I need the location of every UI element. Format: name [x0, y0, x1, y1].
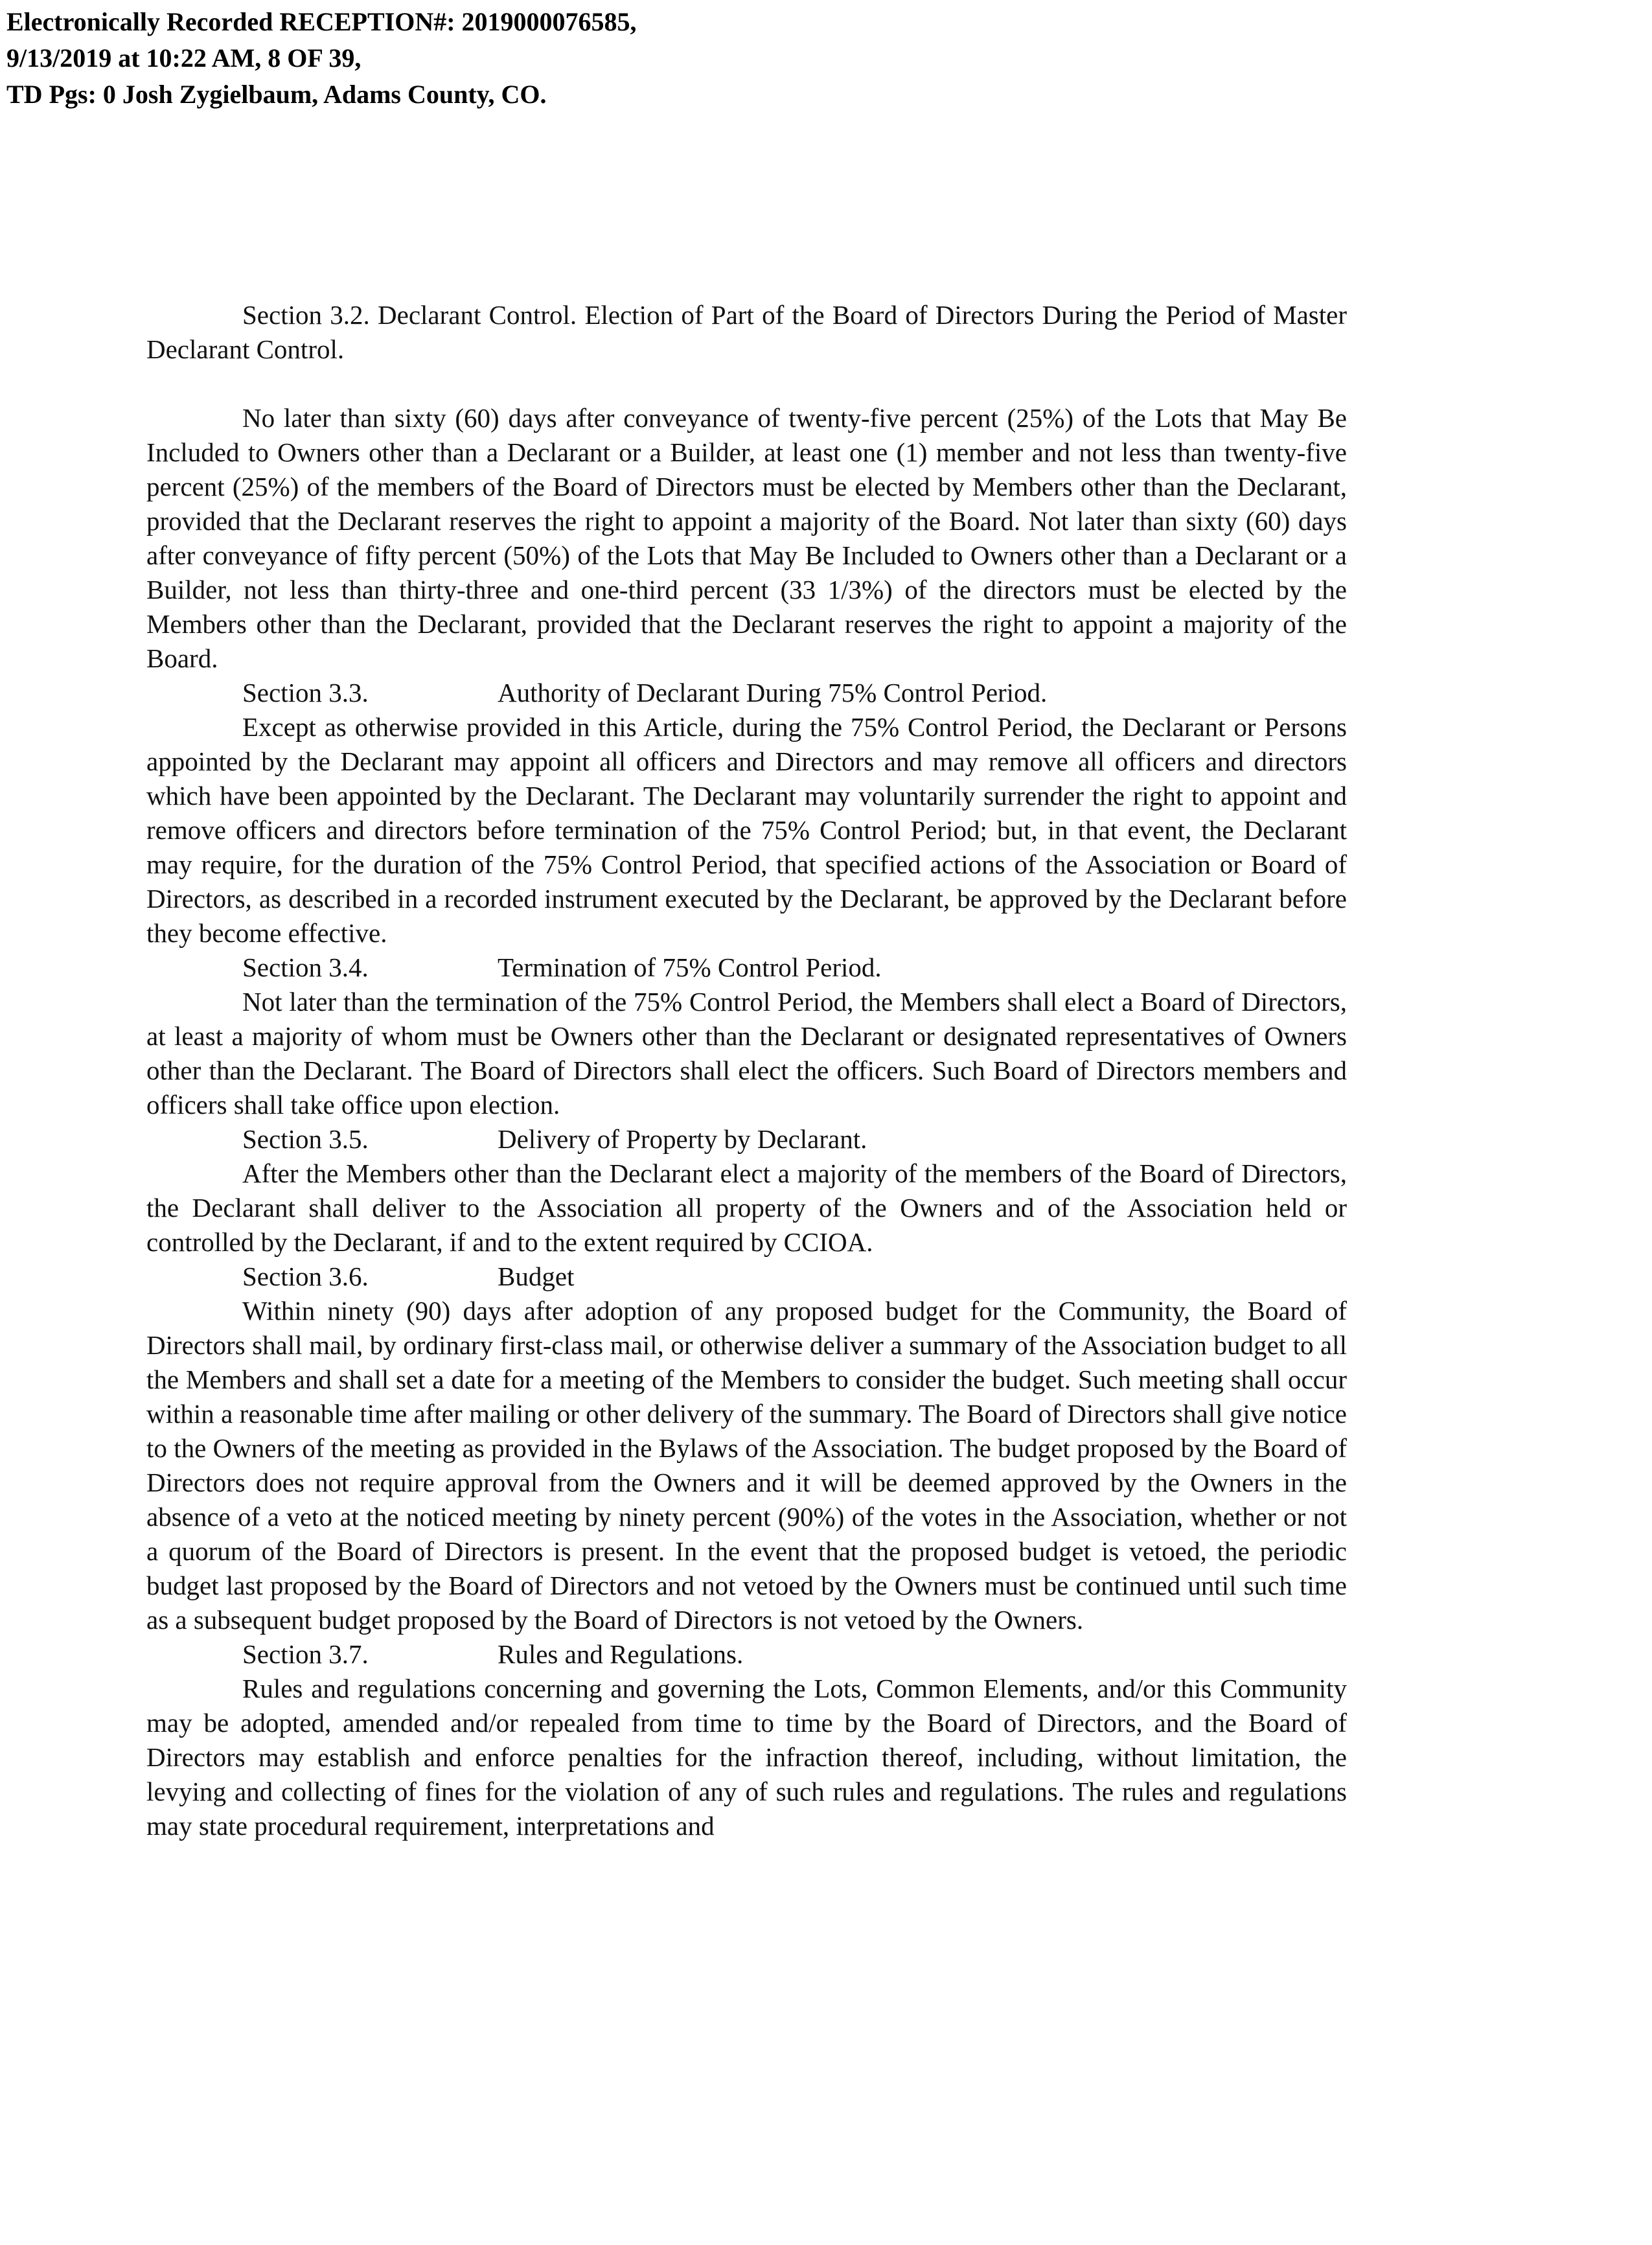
section-3-3-body: Except as otherwise provided in this Article, during the 75% Control Period, the Declarant or Persons appointed by the Declarant may appoint all officers and Directors and may remove all officers and directors which have been appointed by the Declarant. The Declarant may voluntarily surrender the right to appoint and remove officers and directors before termination of the 75% Control Period; but, in that event, the Declarant may require, for the duration of the 75% Control Period, that specified actions of the Association or Board of Directors, as described in a recorded instrument executed by the Declarant, be approved by the Declarant before they become effective.: [146, 712, 1347, 948]
section-3-6-number: Section 3.6.: [242, 1261, 369, 1291]
recording-stamp-line-1: Electronically Recorded RECEPTION#: 2019000076585,: [6, 7, 637, 36]
section-3-5-number: Section 3.5.: [242, 1124, 369, 1154]
section-3-5-body: After the Members other than the Declarant elect a majority of the members of the Board of Directors, the Declarant shall deliver to the Association all property of the Owners and of the Association held or controlled by the Declarant, if and to the extent required by CCIOA.: [146, 1158, 1347, 1257]
section-3-7-body: Rules and regulations concerning and governing the Lots, Common Elements, and/or this Community may be adopted, amended and/or repealed from time to time by the Board of Directors, and the Board of Directors may establish and enforce penalties for the infraction thereof, including, without limitation, the levying and collecting of fines for the violation of any of such rules and regulations. The rules and regulations may state procedural requirement, interpretations and: [146, 1674, 1347, 1841]
section-3-3-number: Section 3.3.: [242, 678, 369, 708]
section-3-4-heading: [146, 950, 1347, 985]
section-3-7-number: Section 3.7.: [242, 1639, 369, 1669]
section-3-4-number: Section 3.4.: [242, 952, 369, 982]
section-3-4-body: Not later than the termination of the 75% Control Period, the Members shall elect a Board of Directors, at least a majority of whom must be Owners other than the Declarant or designated representatives of Owners other than the Declarant. The Board of Directors shall elect the officers. Such Board of Directors members and officers shall take office upon election.: [146, 987, 1347, 1120]
section-3-5-heading: [146, 1122, 1347, 1157]
section-3-7-heading: [146, 1637, 1347, 1672]
section-3-2-heading: Section 3.2. Declarant Control. Election of Part of the Board of Directors During the Period of Master Declarant Control.: [146, 300, 1347, 364]
section-3-5-title: Delivery of Property by Declarant.: [498, 1124, 867, 1154]
section-3-3-heading: [146, 676, 1347, 710]
section-3-6-body: Within ninety (90) days after adoption of any proposed budget for the Community, the Board of Directors shall mail, by ordinary first-class mail, or otherwise deliver a summary of the Association budget to all the Members and shall set a date for a meeting of the Members to consider the budget. Such meeting shall occur within a reasonable time after mailing or other delivery of the summary. The Board of Directors shall give notice to the Owners of the meeting as provided in the Bylaws of the Association. The budget proposed by the Board of Directors does not require approval from the Owners and it will be deemed approved by the Owners in the absence of a veto at the noticed meeting by ninety percent (90%) of the votes in the Association, whether or not a quorum of the Board of Directors is present. In the event that the proposed budget is vetoed, the periodic budget last proposed by the Board of Directors and not vetoed by the Owners must be continued until such time as a subsequent budget proposed by the Board of Directors is not vetoed by the Owners.: [146, 1296, 1347, 1635]
section-3-3-title: Authority of Declarant During 75% Control Period.: [498, 678, 1048, 708]
recording-stamp: [6, 4, 849, 113]
document-body: [146, 298, 1347, 1843]
recording-stamp-line-2: 9/13/2019 at 10:22 AM, 8 OF 39,: [6, 43, 361, 73]
section-3-2-body: No later than sixty (60) days after conveyance of twenty-five percent (25%) of the Lots that May Be Included to Owners other than a Declarant or a Builder, at least one (1) member and not less than twenty-five percent (25%) of the members of the Board of Directors must be elected by Members other than the Declarant, provided that the Declarant reserves the right to appoint a majority of the Board. Not later than sixty (60) days after conveyance of fifty percent (50%) of the Lots that May Be Included to Owners other than a Declarant or a Builder, not less than thirty-three and one-third percent (33 1/3%) of the directors must be elected by the Members other than the Declarant, provided that the Declarant reserves the right to appoint a majority of the Board.: [146, 403, 1347, 673]
section-3-4-title: Termination of 75% Control Period.: [498, 952, 882, 982]
recording-stamp-line-3: TD Pgs: 0 Josh Zygielbaum, Adams County, CO.: [6, 80, 547, 109]
section-3-7-title: Rules and Regulations.: [498, 1639, 744, 1669]
section-3-6-title: Budget: [498, 1261, 575, 1291]
section-3-6-heading: [146, 1260, 1347, 1294]
